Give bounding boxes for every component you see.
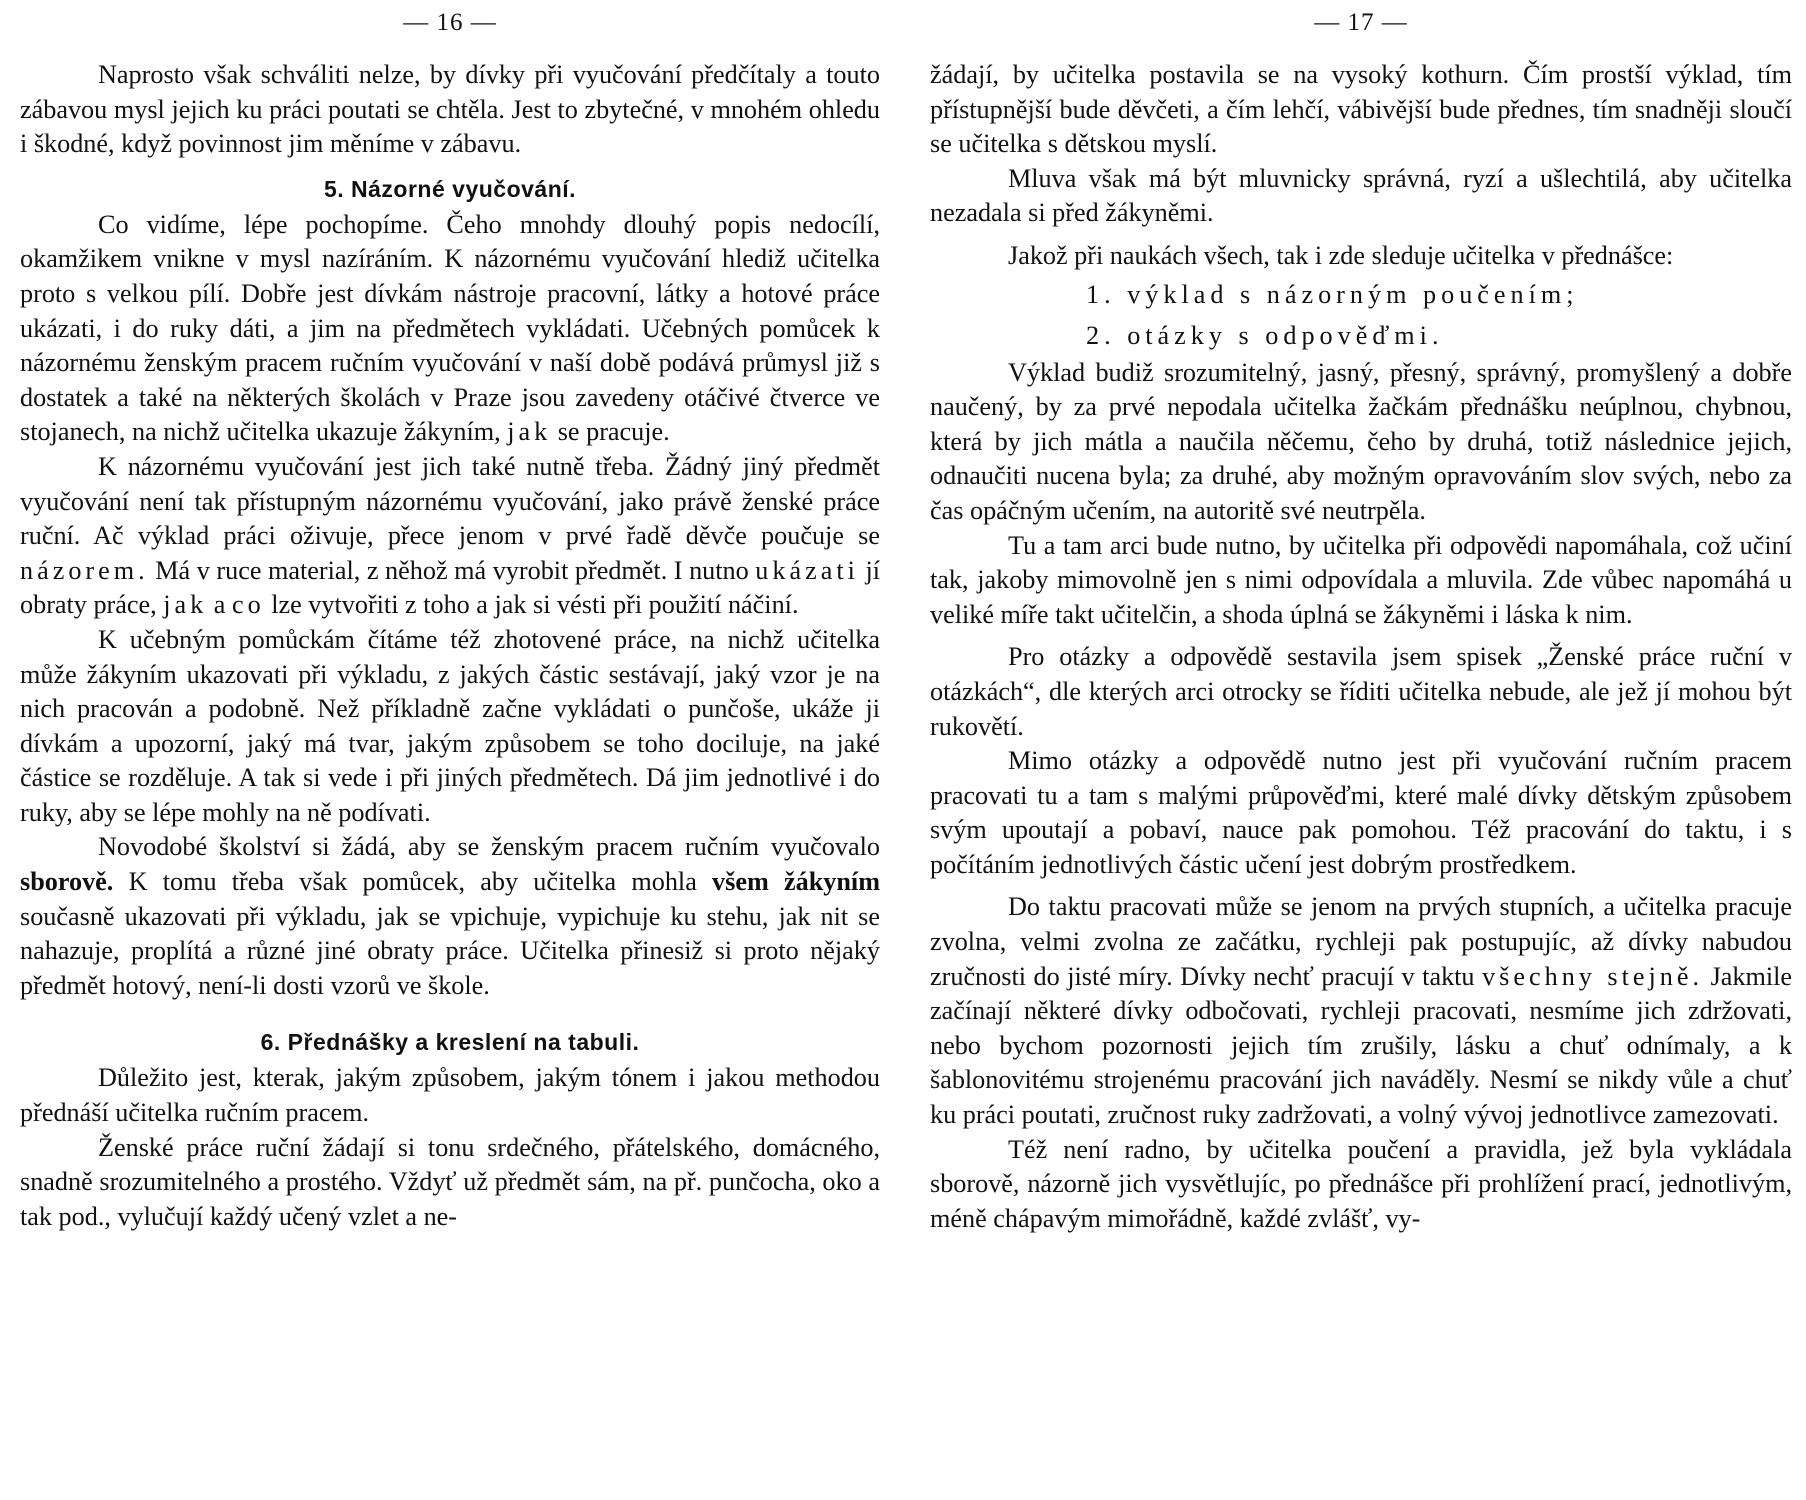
spaced-emphasis: všechny stejně. [1482, 961, 1704, 991]
paragraph: Jakož při naukách všech, tak i zde sleduje učitelka v přednášce: [1008, 240, 1674, 270]
section-heading-6: 6. Přednášky a kreslení na tabuli. [260, 1029, 640, 1056]
paragraph: K názornému vyučování jest jich také nutně třeba. Žádný jiný předmět vyučování není tak přístupným názornému vyučování, jako právě ženské práce ruční. Ač výklad práci oživuje, přece jenom v prvé řadě děvče poučuje se názorem. Má v ruce material, z něhož má vyrobit předmět. I nutno ukázati jí obraty práce, jak a co lze vytvořiti z toho a jak si vésti při použití náčiní. [20, 451, 881, 620]
paragraph: Tu a tam arci bude nutno, by učitelka při odpovědi napomáhala, což učiní tak, jakoby mimovolně jen s nimi odpovídala a mluvila. Zde vůbec napomáhá u veliké míře takt učitelčin, a shoda úplná se žákyněmi i láska k nim. [930, 530, 1792, 629]
bold-emphasis: sborově. [20, 867, 114, 897]
right-page-text [930, 58, 1792, 1236]
paragraph: Co vidíme, lépe pochopíme. Čeho mnohdy dlouhý popis nedocílí, okamžikem vnikne v mysl nazíráním. K názornému vyučování hlediž učitelka proto s velkou pílí. Dobře jest dívkám nástroje pracovní, látky a hotové práce ukázati, i do ruky dáti, a jim na předmětech vykládati. Učebných pomůcek k názornému ženským pracem ručním vyučování v naší době podává průmysl již s dostatek a také na některých školách v Praze jsou zavedeny otáčivé čtverce ve stojanech, na nichž učitelka ukazuje žákyním, jak se pracuje. [20, 209, 880, 447]
right-page [930, 0, 1792, 1500]
paragraph: Mimo otázky a odpovědě nutno jest při vyučování ručním pracem pracovati tu a tam s malými průpověďmi, které malé dívky dětským způsobem svým upoutají a pobaví, nauce pak pomohou. Též pracování do taktu, i s počítáním jednotlivých částic učení jest dobrým prostředkem. [930, 746, 1792, 879]
paragraph: Výklad budiž srozumitelný, jasný, přesný, správný, promyšlený a dobře naučený, by za prvé nepodala učitelka žačkám přednášku neúplnou, chybnou, která by jich mátla a naučila něčemu, čeho by druhá, totiž následnice jejich, odnaučiti nucena byla; za druhé, aby možným opravováním slov svých, nebo za čas opáčným učením, na autoritě své neutrpěla. [930, 357, 1792, 525]
list-item: 1. výklad s názorným poučením; [1086, 279, 1579, 309]
paragraph: Do taktu pracovati může se jenom na prvých stupních, a učitelka pracuje zvolna, velmi zvolna ze začátku, rychleji pak postupujíc, až dívky nabudou zručnosti do jisté míry. Dívky nechť pracují v taktu všechny stejně. Jakmile začínají některé dívky odbočovati, rychleji pracovati, nesmíme jich zdržovati, nebo bychom pozornosti jejich tím zrušily, lásku a chuť odnímaly, a k šablonovitému strojenému pracování jich naváděly. Nesmí se nikdy vůle a chuť ku práci poutati, zručnost ruky zadržovati, a volný vývoj jednotlivce zamezovati. [930, 892, 1793, 1130]
paragraph: Pro otázky a odpovědě sestavila jsem spisek „Ženské práce ruční v otázkách“, dle kterých arci otrocky se říditi učitelka nebude, ale jež jí mohou být rukovětí. [930, 642, 1792, 741]
spaced-emphasis: jak [163, 590, 208, 620]
left-page [20, 0, 880, 1500]
section-heading-5: 5. Názorné vyučování. [323, 175, 577, 202]
spaced-emphasis: jak [507, 417, 552, 447]
page-number: — 17 — [1314, 9, 1408, 36]
spaced-emphasis: názorem. [20, 555, 149, 585]
paragraph: Novodobé školství si žádá, aby se ženským pracem ručním vyučovalo sborově. K tomu třeba však pomůcek, aby učitelka mohla všem žákyním současně ukazovati při výkladu, jak se vpichuje, vypichuje ku stehu, jak nit se nahazuje, proplítá a různé jiné obraty práce. Učitelka přinesiž si proto nějaký předmět hotový, není-li dosti vzorů ve škole. [20, 832, 881, 1000]
paragraph: Též není radno, by učitelka poučení a pravidla, jež byla vykládala sborově, názorně jich vysvětlujíc, po přednášce při prohlížení prací, jednotlivým, méně chápavým mimořádně, každé zvlášť, vy- [930, 1134, 1792, 1233]
paragraph: Naprosto však schváliti nelze, by dívky při vyučování předčítaly a touto zábavou mysl jejich ku práci poutati se chtěla. Jest to zbytečné, v mnohém ohledu i škodné, když povinnost jim měníme v zábavu. [20, 60, 880, 159]
paragraph: Mluva však má být mluvnicky správná, ryzí a ušlechtilá, aby učitelka nezadala si před žákyněmi. [930, 163, 1792, 228]
spaced-emphasis: co [231, 590, 265, 620]
paragraph: Ženské práce ruční žádají si tonu srdečného, přátelského, domácného, snadně srozumitelného a prostého. Vždyť už předmět sám, na př. punčocha, oko a tak pod., vylučují každý učený vzlet a ne- [20, 1132, 880, 1231]
paragraph: Důležito jest, kterak, jakým způsobem, jakým tónem i jakou methodou přednáší učitelka ručním pracem. [20, 1063, 880, 1128]
bold-emphasis: všem žákyním [712, 867, 881, 897]
paragraph: žádají, by učitelka postavila se na vysoký kothurn. Čím prostší výklad, tím přístupnější bude děvčeti, a čím lehčí, vábivější bude přednes, tím snadněji sloučí se učitelka s dětskou myslí. [930, 60, 1792, 159]
spaced-emphasis: ukázati [755, 555, 859, 585]
paragraph: K učebným pomůckám čítáme též zhotovené práce, na nichž učitelka může žákyním ukazovati při výkladu, z jakých částic sestávají, jaký vzor je na nich pracován a podobně. Než příkladně začne vykládati o punčoše, ukáže ji dívkám a upozorní, jaký má tvar, jakým způsobem se toho dociluje, na jaké částice se rozděluje. A tak si vede i při jiných předmětech. Dá jim jednotlivé i do ruky, aby se lépe mohly na ně podívati. [20, 624, 880, 827]
page-number: — 16 — [403, 9, 497, 36]
list-item: 2. otázky s odpověďmi. [1086, 320, 1444, 350]
left-page-text [20, 58, 880, 1234]
